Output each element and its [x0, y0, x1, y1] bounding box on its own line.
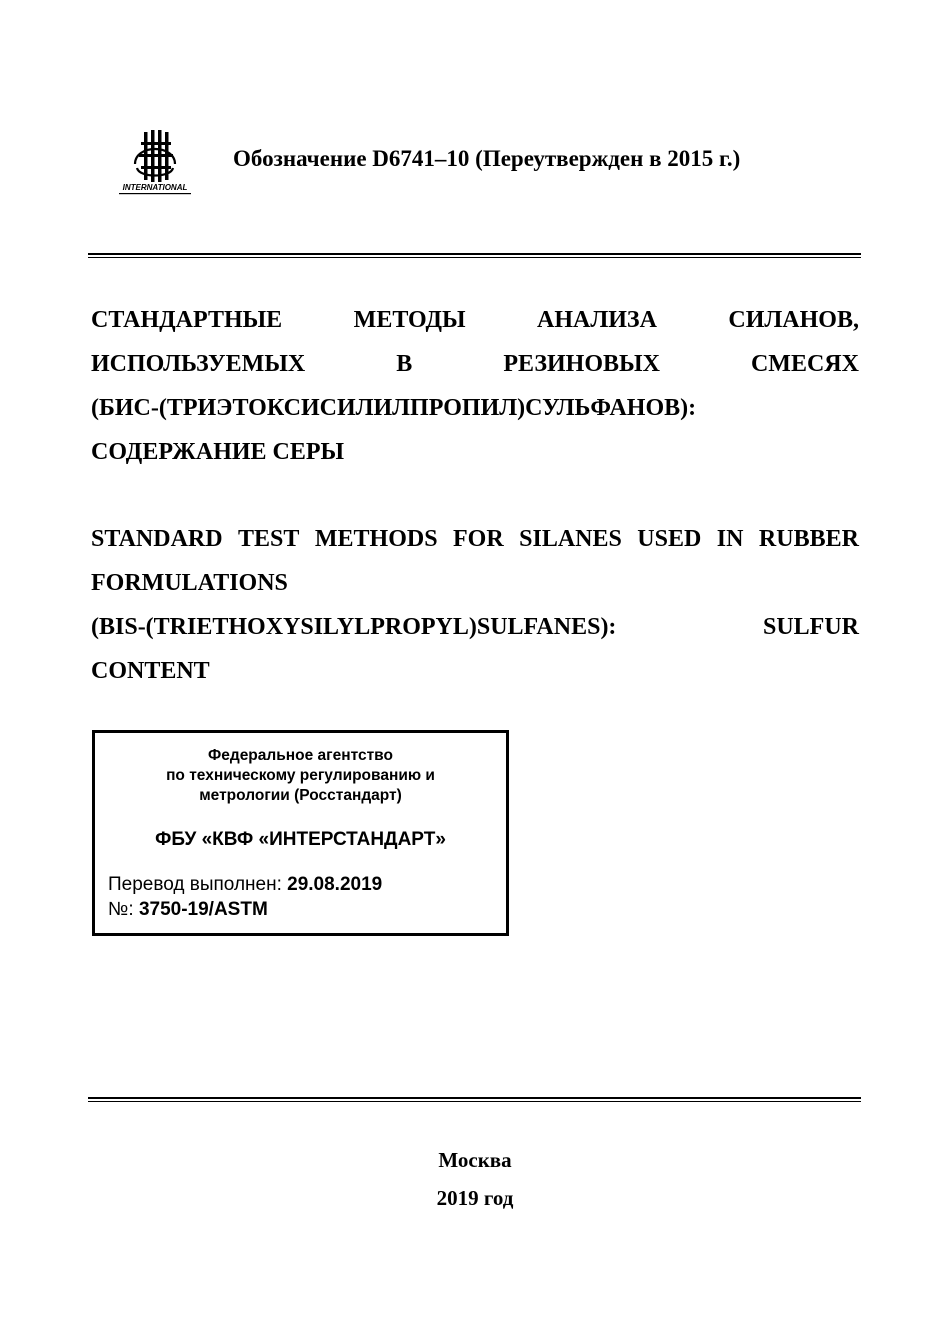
- title-en-word: METHODS: [314, 526, 438, 552]
- title-en-line-3: [91, 605, 859, 649]
- number-value: 3750-19/ASTM: [138, 899, 268, 920]
- title-en-word: RUBBER: [758, 526, 859, 552]
- title-ru-word: МЕТОДЫ: [353, 307, 466, 333]
- translation-label: Перевод выполнен:: [108, 874, 282, 895]
- title-ru-line-3: [91, 386, 859, 430]
- logo-subtext: INTERNATIONAL: [122, 183, 188, 192]
- stamp-agency-line: по техническому регулированию и: [166, 767, 435, 784]
- title-en-word: FORMULATIONS: [91, 570, 288, 596]
- title-en-word: USED: [637, 526, 702, 552]
- title-en-word: TEST: [238, 526, 300, 552]
- document-designation: Обозначение D6741–10 (Переутвержден в 2015 г.): [233, 146, 741, 171]
- astm-logo: [113, 126, 197, 198]
- title-ru-line-4: [91, 430, 859, 474]
- title-en-word: FOR: [453, 526, 504, 552]
- title-ru-word: (БИС-(ТРИЭТОКСИСИЛИЛПРОПИЛ)СУЛЬФАНОВ):: [91, 395, 697, 421]
- footer-year: 2019 год: [436, 1186, 514, 1210]
- bottom-divider: [88, 1097, 861, 1102]
- title-en-word: SULFUR: [762, 614, 859, 640]
- title-ru-word: ИСПОЛЬЗУЕМЫХ: [91, 351, 306, 377]
- title-ru-word: В: [396, 351, 413, 377]
- title-russian: [91, 298, 859, 474]
- title-en-line-1: [91, 517, 859, 561]
- title-en-line-2: [91, 561, 859, 605]
- number-label: №:: [108, 899, 134, 920]
- translation-stamp: [92, 730, 509, 936]
- top-divider: [88, 253, 861, 258]
- title-en-word: CONTENT: [91, 658, 210, 684]
- title-ru-word: СТАНДАРТНЫЕ: [91, 307, 283, 333]
- stamp-agency-line: Федеральное агентство: [208, 747, 393, 764]
- title-ru-word: СМЕСЯХ: [750, 351, 859, 377]
- footer-city: Москва: [438, 1148, 512, 1172]
- title-ru-line-1: [91, 298, 859, 342]
- title-en-word: (BIS-(TRIETHOXYSILYLPROPYL)SULFANES):: [91, 614, 617, 640]
- title-en-word: SILANES: [519, 526, 622, 552]
- title-ru-line-2: [91, 342, 859, 386]
- title-en-word: IN: [716, 526, 744, 552]
- stamp-number-row: [108, 899, 268, 921]
- translation-date: 29.08.2019: [287, 874, 383, 895]
- title-ru-word: АНАЛИЗА: [537, 307, 657, 333]
- title-en-line-4: [91, 649, 859, 693]
- title-ru-word: РЕЗИНОВЫХ: [503, 351, 660, 377]
- title-en-word: STANDARD: [91, 526, 223, 552]
- title-english: [91, 517, 859, 693]
- stamp-agency: [95, 746, 506, 806]
- stamp-organization: ФБУ «КВФ «ИНТЕРСТАНДАРТ»: [155, 829, 446, 850]
- stamp-translation-row: [108, 874, 382, 896]
- stamp-agency-line: метрологии (Росстандарт): [199, 787, 402, 804]
- title-ru-word: СОДЕРЖАНИЕ СЕРЫ: [91, 439, 345, 465]
- title-ru-word: СИЛАНОВ,: [728, 307, 859, 333]
